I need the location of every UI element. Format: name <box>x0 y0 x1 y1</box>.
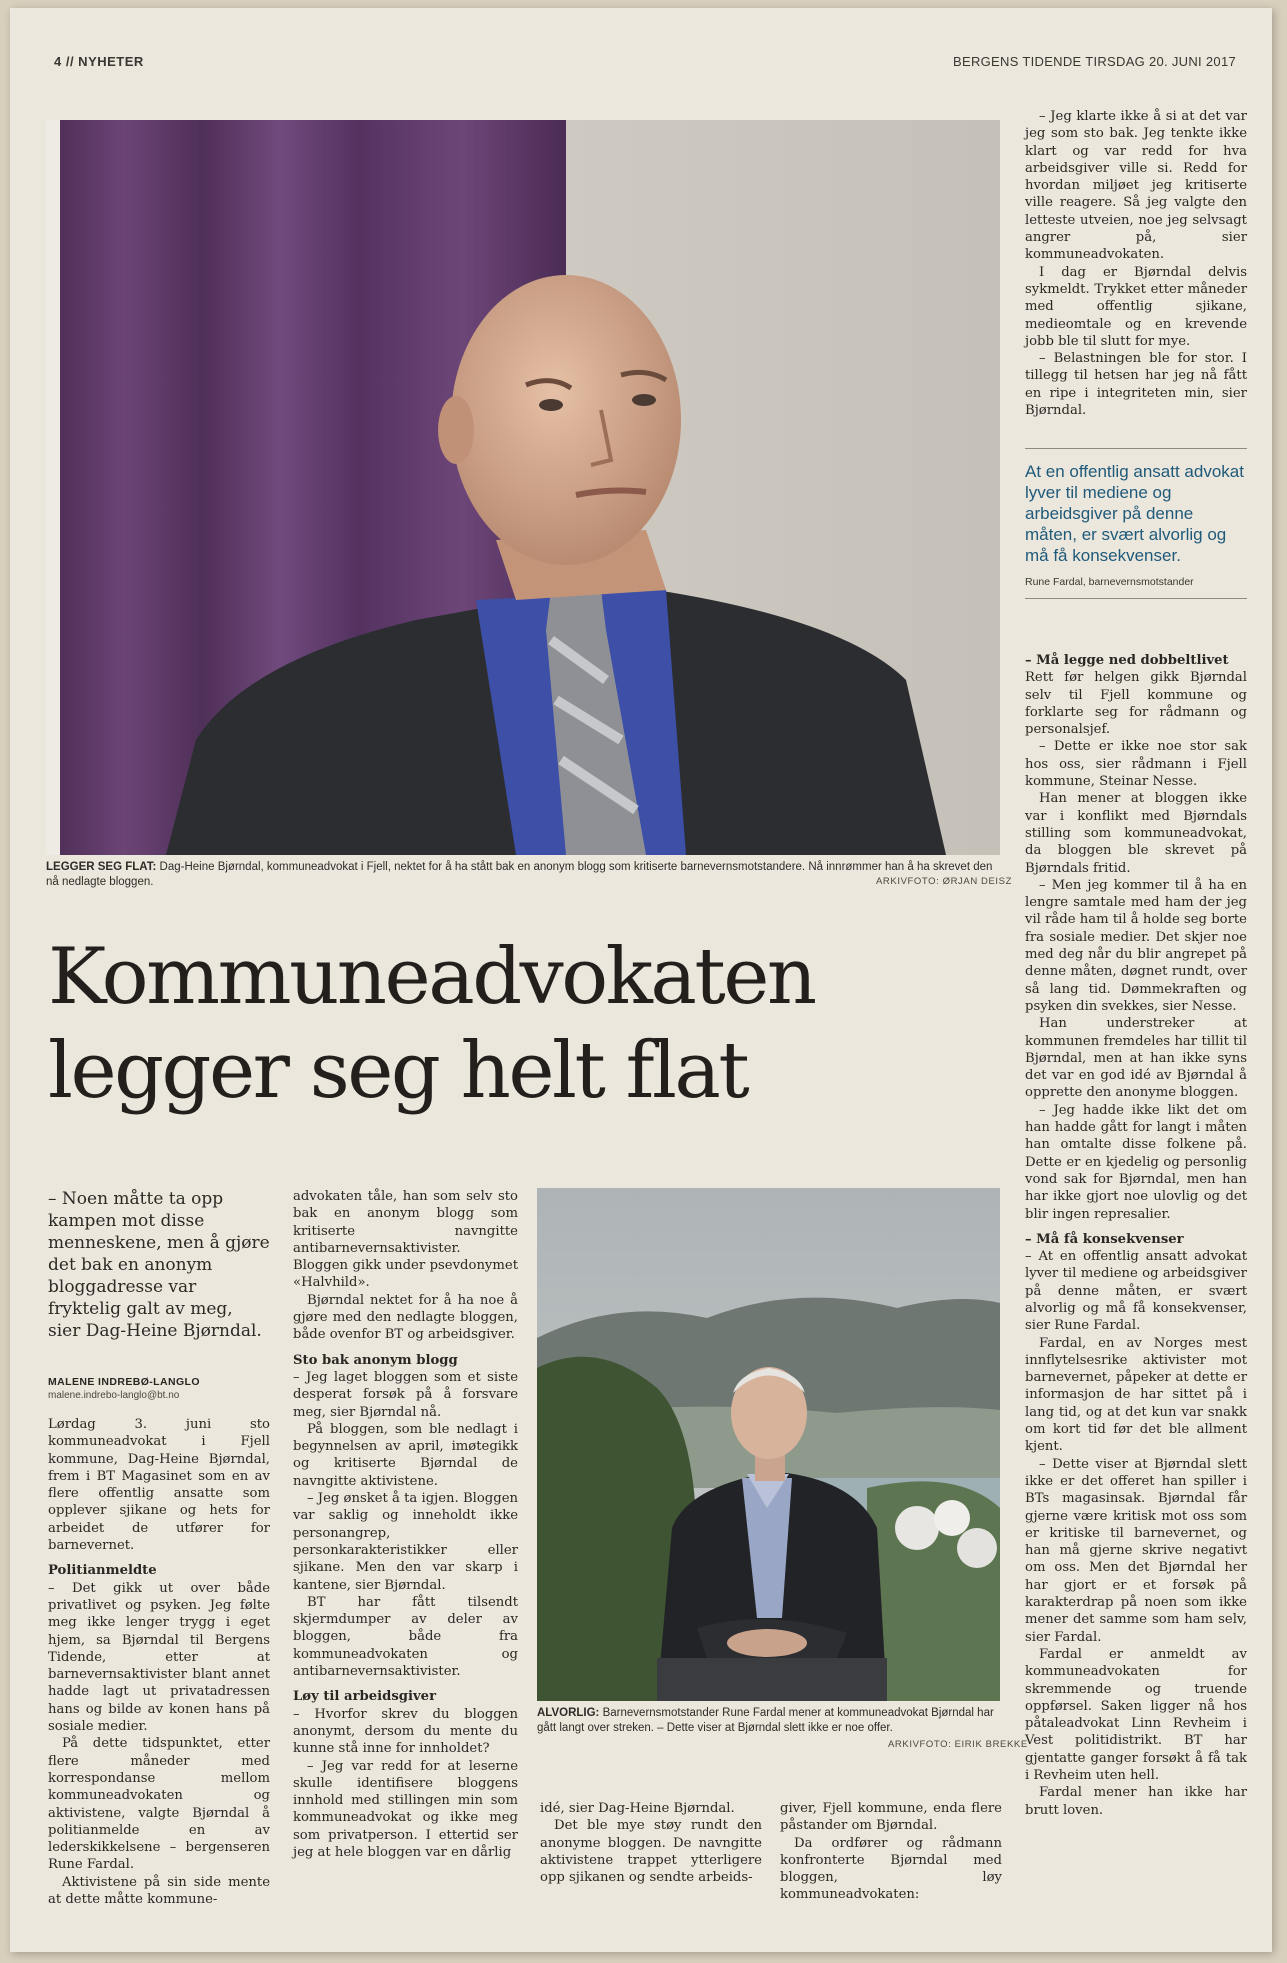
paragraph: På dette tidspunktet, etter flere måneder med korrespondanse mellom kommuneadvokaten og aktivistene, valgte Bjørndal å politianmelde en av lederskikkelsene – bergenseren Rune Fardal. <box>48 1736 270 1873</box>
text-column-3 <box>540 1800 762 1886</box>
paragraph: Da ordfører og rådmann konfronterte Bjørndal med bloggen, løy kommuneadvokaten: <box>780 1835 1002 1903</box>
paragraph: Lørdag 3. juni sto kommuneadvokat i Fjell kommune, Dag-Heine Bjørndal, frem i BT Magasinet som en av flere offentlig ansatte som opplever sjikane og hets for arbeidet de utfører for barnevernet. <box>48 1417 270 1554</box>
paragraph: idé, sier Dag-Heine Bjørndal. <box>540 1801 735 1816</box>
paragraph: Han mener at bloggen ikke var i konflikt med Bjørndals stilling som kommuneadvokat, da bloggen ble skrevet på Bjørndals fritid. <box>1025 791 1247 876</box>
byline-name: MALENE INDREBØ-LANGLO <box>48 1376 200 1388</box>
pull-quote-text: At en offentlig ansatt advokat lyver til mediene og arbeidsgiver på denne måten, er svært alvorlig og må få konsekvenser. <box>1025 462 1244 565</box>
paragraph: Fardal er anmeldt av kommuneadvokaten for skremmende og truende oppførsel. Saken ligger nå hos påtaleadvokat Linn Revheim i Vest politidistrikt. BT har gjentatte ganger forsøkt å få tak i Revheim uten hell. <box>1025 1646 1247 1783</box>
text-column-2 <box>293 1188 518 1861</box>
subheading: Politianmeldte <box>48 1563 157 1579</box>
headline <box>48 930 948 1118</box>
text-column-5 <box>1025 108 1247 419</box>
paragraph: Fardal, en av Norges mest innflytelsesrike aktivister mot barnevernet, påpeker at dette er informasjon de har sittet på i lang tid, og at det kun var snakk om kort tid før det ble allment kjent. <box>1025 1335 1247 1455</box>
main-photo-credit: ARKIVFOTO: ØRJAN DEISZ <box>876 876 1013 887</box>
second-photo <box>537 1188 1000 1701</box>
ingress: – Noen måtte ta opp kampen mot disse menneskene, men å gjøre det bak en anonym bloggadresse var fryktelig galt av meg, sier Dag-Heine Bjørndal. <box>48 1189 270 1341</box>
subheading: Sto bak anonym blogg <box>293 1352 458 1368</box>
paragraph: Det ble mye støy rundt den anonyme bloggen. De navngitte aktivistene trappet ytterligere opp sjikanen og sendte arbeids- <box>540 1818 762 1886</box>
second-photo-caption <box>537 1706 1007 1736</box>
paragraph: advokaten tåle, han som selv sto bak en anonym blogg som kritiserte navngitte antibarnevernsaktivister. Bloggen gikk under psevdonymet «Halvhild». <box>293 1189 518 1291</box>
caption-label: LEGGER SEG FLAT: <box>46 861 157 873</box>
byline <box>48 1376 270 1401</box>
paragraph: – Dette er ikke noe stor sak hos oss, sier rådmann i Fjell kommune, Steinar Nesse. <box>1025 739 1247 790</box>
running-head <box>54 54 1236 76</box>
pull-quote <box>1025 448 1247 599</box>
caption-text: Dag-Heine Bjørndal, kommuneadvokat i Fjell, nektet for å ha stått bak en anonym blogg som kritiserte barnevernsmotstandere. Nå innrømmer han å ha skrevet den nå nedlagte bloggen. <box>46 861 993 888</box>
paragraph: Aktivistene på sin side mente at dette måtte kommune- <box>48 1874 270 1908</box>
subheading: – Må legge ned dobbeltlivet <box>1025 653 1229 668</box>
paragraph: BT har fått tilsendt skjermdumper av deler av bloggen, både fra kommuneadvokaten og antibarnevernsaktivister. <box>293 1594 518 1680</box>
text-column-5-continued <box>1025 644 1247 1819</box>
paper-date: BERGENS TIDENDE TIRSDAG 20. JUNI 2017 <box>953 54 1236 69</box>
paragraph: – Jeg laget bloggen som et siste desperat forsøk på å forsvare meg, sier Bjørndal nå. <box>293 1369 518 1420</box>
paragraph: Rett før helgen gikk Bjørndal selv til Fjell kommune og forklarte seg for rådmann og personalsjef. <box>1025 670 1247 738</box>
headline-line-2: legger seg helt flat <box>48 1026 748 1116</box>
caption-text: Barnevernsmotstander Rune Fardal mener at kommuneadvokat Bjørndal har gått langt over streken. – Dette viser at Bjørndal slett ikke er noe offer. <box>537 1707 994 1734</box>
paragraph: Han understreker at kommunen fremdeles har tillit til Bjørndal, men at han ikke syns det var en god idé av Bjørndal å opprette den anonyme bloggen. <box>1025 1016 1247 1101</box>
paragraph: – Men jeg kommer til å ha en lengre samtale med ham der jeg vil råde ham til å holde seg borte fra sosiale medier. Det skjer noe med deg når du blir angrepet på denne måten, døgnet rundt, over så lang tid. Dømmekraften og psyken din svekkes, sier Nesse. <box>1025 877 1247 1014</box>
text-column-4 <box>780 1800 1002 1904</box>
paragraph: – Dette viser at Bjørndal slett ikke er det offeret han spiller i BTs magasinsak. Bjørndal får gjerne være kritisk mot oss som er kritiske til barnevernet, og han må gjerne skrive negativt om oss. Men det Bjørndal her har gjort er et forsøk på karakterdrap på noen som ikke mener det samme som ham selv, sier Fardal. <box>1025 1456 1247 1645</box>
second-photo-credit: ARKIVFOTO: EIRIK BREKKE <box>888 1739 1028 1750</box>
caption-label: ALVORLIG: <box>537 1707 600 1719</box>
paragraph: – Jeg var redd for at leserne skulle identifisere bloggens innhold med stillingen min som kommuneadvokat og ikke meg som privatperson. I ettertid ser jeg at hele bloggen var en dårlig <box>293 1758 518 1860</box>
section-label: 4 // NYHETER <box>54 54 144 69</box>
pull-quote-source: Rune Fardal, barnevernsmotstander <box>1025 576 1247 599</box>
paragraph: Fardal mener han ikke har brutt loven. <box>1025 1785 1247 1818</box>
main-photo-caption <box>46 860 1006 890</box>
paragraph: – Jeg klarte ikke å si at det var jeg som sto bak. Jeg tenkte ikke klart og var redd for hva arbeidsgiver ville si. Redd for hvordan miljøet jeg kritiserte ville reagere. Så jeg valgte den letteste utveien, noe jeg selvsagt angrer på, sier kommuneadvokaten. <box>1025 109 1247 263</box>
paragraph: giver, Fjell kommune, enda flere påstander om Bjørndal. <box>780 1801 1002 1834</box>
paragraph: – Jeg ønsket å ta igjen. Bloggen var saklig og inneholdt ikke personangrep, personkarakteristikker eller sjikane. Men den var skarp i kantene, sier Bjørndal. <box>293 1491 518 1593</box>
paragraph: – Hvorfor skrev du bloggen anonymt, dersom du mente du kunne stå inne for innholdet? <box>293 1706 518 1757</box>
headline-line-1: Kommuneadvokaten <box>48 932 815 1022</box>
text-column-1 <box>48 1416 270 1908</box>
paragraph: Bjørndal nektet for å ha noe å gjøre med den nedlagte bloggen, både ovenfor BT og arbeidsgiver. <box>293 1292 518 1343</box>
main-photo <box>46 120 1000 855</box>
subheading: – Må få konsekvenser <box>1025 1231 1184 1247</box>
newspaper-page <box>10 8 1272 1952</box>
paragraph: – Jeg hadde ikke likt det om han hadde gått for langt i måten han omtalte disse folkene på. Dette er en kjedelig og personlig vond sak for Bjørndal, men han har ikke gjort noe ulovlig og det blir ingen represalier. <box>1025 1102 1247 1222</box>
paragraph: – Belastningen ble for stor. I tillegg til hetsen har jeg nå fått en ripe i integriteten min, sier Bjørndal. <box>1025 351 1247 419</box>
paragraph: På bloggen, som ble nedlagt i begynnelsen av april, imøtegikk og kritiserte Bjørndal de navngitte aktivistene. <box>293 1421 518 1489</box>
byline-email: malene.indrebo-langlo@bt.no <box>48 1390 180 1401</box>
subheading: Løy til arbeidsgiver <box>293 1689 437 1705</box>
paragraph: I dag er Bjørndal delvis sykmeldt. Trykket etter måneder med offentlig sjikane, medieomtale og en krevende jobb ble til slutt for mye. <box>1025 264 1247 349</box>
paragraph: – Det gikk ut over både privatlivet og psyken. Jeg følte meg ikke lenger trygg i eget hjem, sa Bjørndal til Bergens Tidende, etter at barnevernsaktivister blant annet hadde lagt ut privatadressen hans og bilde av konen hans på sosiale medier. <box>48 1580 270 1735</box>
paragraph: – At en offentlig ansatt advokat lyver til mediene og arbeidsgiver på denne måten, er svært alvorlig og må få konsekvenser, sier Rune Fardal. <box>1025 1249 1247 1334</box>
